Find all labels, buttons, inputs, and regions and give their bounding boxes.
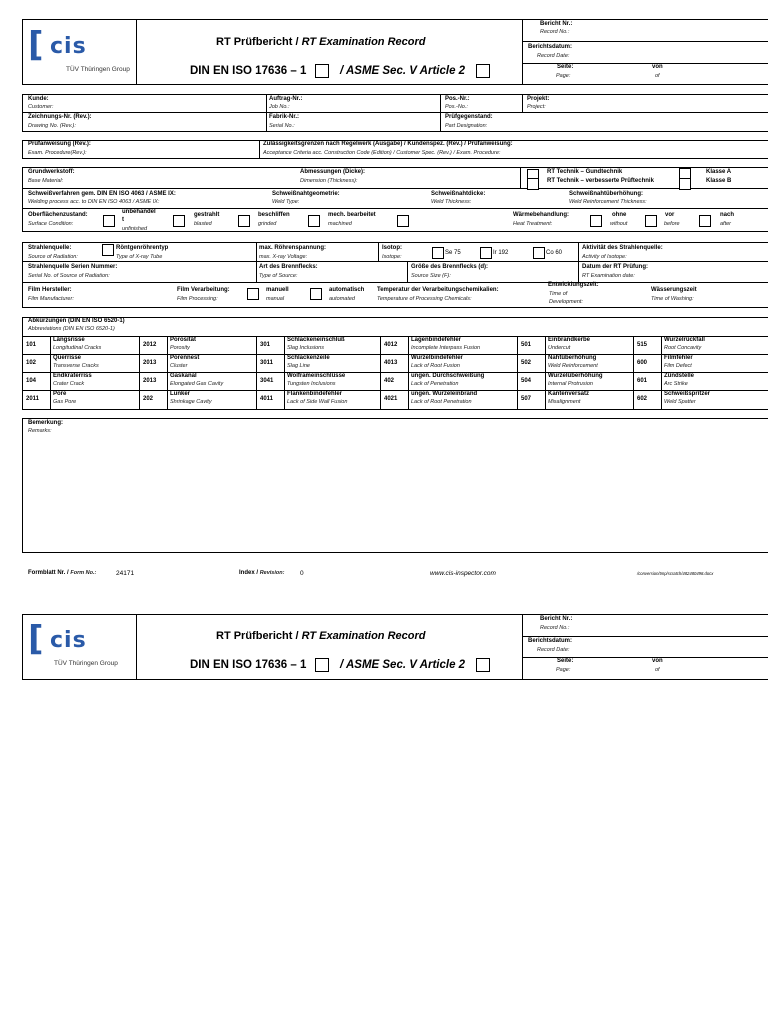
defect-code: 101 <box>26 342 37 348</box>
label-material-abm-de: Abmessungen (Dicke): <box>300 169 366 175</box>
label-header-record-date-en: Record Date: <box>537 53 570 59</box>
label-material-vor-en: before <box>664 221 680 227</box>
customer-block <box>22 94 768 132</box>
checkbox-grinded[interactable] <box>238 215 250 227</box>
divider <box>284 336 285 410</box>
defect-code: 4011 <box>260 396 274 402</box>
defect-code: 502 <box>521 360 532 366</box>
defect-name-de: Schlackenzeile <box>287 355 330 361</box>
defect-name-de: Wurzelrückfall <box>664 337 705 343</box>
defect-code: 4012 <box>384 342 398 348</box>
label-film-tv-de: Temperatur der Verarbeitungschemikalien: <box>377 287 499 293</box>
label-radiation-sq-en: Source of Radiation: <box>28 254 78 260</box>
divider <box>256 336 257 410</box>
defect-code: 504 <box>521 378 532 384</box>
defect-name-de: Einbrandkerbe <box>548 337 591 343</box>
form-number-value: 24171 <box>116 570 135 577</box>
label-film-aut-en: automated <box>329 296 355 302</box>
label-radiation-iso-de: Isotop: <box>382 245 402 251</box>
checkbox-din-2[interactable] <box>315 658 329 672</box>
defect-code: 2013 <box>143 378 157 384</box>
defect-name-de: Porosität <box>170 337 197 343</box>
defect-code: 4021 <box>384 396 398 402</box>
defect-name-de: Endkraterriss <box>53 373 92 379</box>
divider <box>259 140 260 159</box>
label-material-mech-en: machined <box>328 221 352 227</box>
label-film-tv-en: Temperature of Processing Chemicals: <box>377 296 472 302</box>
label-radiation-sq-de: Strahlenquelle: <box>28 245 72 251</box>
divider <box>661 336 662 410</box>
defect-name-de: Filmfehler <box>664 355 693 361</box>
label-radiation-bf-de: Art des Brennflecks: <box>259 264 318 270</box>
label-material-ohne-en: without <box>610 221 628 227</box>
label-customer-fabrik-de: Fabrik-Nr.: <box>269 114 300 120</box>
label-material-rt2: RT Technik – verbesserte Prüftechnik <box>547 178 654 184</box>
divider <box>256 242 257 282</box>
checkbox-blasted[interactable] <box>173 215 185 227</box>
label-material-nach-en: after <box>720 221 732 227</box>
label-material-of-de: Oberflächenzustand: <box>28 212 88 218</box>
label-customer-pruefgeg-en: Part Designation: <box>445 123 488 129</box>
divider <box>380 336 381 410</box>
label-material-su-de: Schweißnahtüberhöhung: <box>569 191 643 197</box>
label-radiation-akt-de: Aktivität des Strahlenquelle: <box>582 245 663 251</box>
divider <box>517 336 518 410</box>
defect-name-en: Cluster <box>170 363 188 369</box>
label-footer-path: /conversion/tmp/scratch/482480498.docx <box>637 571 714 576</box>
label-material-unb-en: unfinished <box>122 226 148 232</box>
defect-name-en: Crater Crack <box>53 381 85 387</box>
defect-code: 2013 <box>143 360 157 366</box>
label-radiation-rr-de: Röntgenröhrentyp <box>116 245 169 251</box>
defect-name-en: Arc Strike <box>664 381 688 387</box>
label-film-fh-de: Film Hersteller: <box>28 287 72 293</box>
label-footer-index-en: Revision: <box>259 570 285 576</box>
label-material-unb-de: unbehandel <box>122 209 156 215</box>
label-customer-projekt-de: Projekt: <box>527 96 550 102</box>
label-material-sch-en: grinded <box>258 221 277 227</box>
defect-name-de: Porennest <box>170 355 200 361</box>
label-header-page-en: Page: <box>556 73 571 79</box>
title-en: RT Examination Record <box>301 36 426 48</box>
label-material-sd-de: Schweißnahtdicke: <box>431 191 486 197</box>
label-radiation-mr-en: max. X-ray Voltage: <box>259 254 308 260</box>
defect-code: 2011 <box>26 396 40 402</box>
defect-name-en: Gas Pore <box>53 399 77 405</box>
defect-name-en: Internal Protrusion <box>548 381 593 387</box>
divider <box>22 261 768 262</box>
standard-asme: / ASME Sec. V Article 2 <box>340 65 466 77</box>
defect-code: 515 <box>637 342 648 348</box>
label-footer-form-label-en: Form No.: <box>70 570 97 576</box>
label-film-aut-de: automatisch <box>329 287 365 293</box>
label-material-wb-de: Wärmebehandlung: <box>513 212 570 218</box>
divider <box>408 336 409 410</box>
defect-name-de: Pore <box>53 391 67 397</box>
label-header-std1: DIN EN ISO 17636 – 1 <box>190 659 307 671</box>
defect-code: 402 <box>384 378 395 384</box>
divider <box>22 336 768 337</box>
label-film-man-en: manual <box>266 296 285 302</box>
label-header-logo-sub: TÜV Thüringen Group <box>54 660 118 667</box>
logo-brand-text: cis <box>50 34 87 59</box>
label-material-kb: Klasse B <box>706 178 732 184</box>
label-material-abm-en: Dimension (Thickness): <box>300 178 358 184</box>
label-header-title-en: RT Examination Record <box>301 630 426 642</box>
defect-name-de: Wolframeinschlüsse <box>287 373 346 379</box>
label-header-record-no-en: Record No.: <box>540 625 570 631</box>
label-customer-zeichnung-de: Zeichnungs-Nr. (Rev.): <box>28 114 92 120</box>
defect-name-en: Root Concavity <box>664 345 702 351</box>
label-radiation-ssn-en: Serial No. of Source of Radiation: <box>28 273 110 279</box>
label-header-record-no-de: Bericht Nr.: <box>540 616 573 622</box>
defect-name-de: Wurzelbindefehler <box>411 355 463 361</box>
divider <box>378 242 379 261</box>
label-material-sg-de: Schweißnahtgeometrie: <box>272 191 340 197</box>
label-film-wz-en: Time of Washing: <box>651 296 694 302</box>
divider <box>520 167 521 188</box>
label-footer-index-de: Index / <box>239 570 259 576</box>
defect-name-en: Transverse Cracks <box>53 363 99 369</box>
label-customer-kunde-de: Kunde: <box>28 96 49 102</box>
checkbox-manual[interactable] <box>247 288 259 300</box>
label-material-sch-de: beschliffen <box>258 212 290 218</box>
label-header-page-de: Seite: <box>557 658 574 664</box>
label-film-fh-en: Film Manufacturer: <box>28 296 74 302</box>
label-radiation-gb-en: Source Size (F): <box>411 273 451 279</box>
label-radiation-bf-en: Type of Source: <box>259 273 298 279</box>
defect-name-de: Schweißspritzer <box>664 391 711 397</box>
divider <box>545 336 546 410</box>
checkbox-din[interactable] <box>315 64 329 78</box>
checkbox-se75[interactable] <box>432 247 444 259</box>
label-material-vor-de: vor <box>665 212 675 218</box>
divider <box>522 614 523 680</box>
label-material-ohne-de: ohne <box>612 212 627 218</box>
checkbox-automated[interactable] <box>310 288 322 300</box>
label-header-record-date-de: Berichtsdatum: <box>528 44 573 50</box>
defect-name-en: Longitudinal Cracks <box>53 345 102 351</box>
divider <box>522 19 523 85</box>
label-remarks-de: Bemerkung: <box>28 420 64 426</box>
label-material-of-en: Surface Condition: <box>28 221 74 227</box>
label-material-ges-en: blasted <box>194 221 212 227</box>
label-film-ez-de: Entwicklungszeit: <box>548 282 599 288</box>
label-film-wz-de: Wässerungszeit <box>651 287 697 293</box>
label-radiation-mr-de: max. Röhrenspannung: <box>259 245 327 251</box>
website-link[interactable]: www.cis-inspector.com <box>430 570 496 577</box>
divider <box>22 390 768 391</box>
label-radiation-dp-en: RT Examination date: <box>582 273 635 279</box>
divider <box>22 282 768 283</box>
label-customer-pruefgeg-de: Prüfgegenstand: <box>445 114 493 120</box>
defect-name-de: Gaskanal <box>170 373 197 379</box>
label-remarks-en: Remarks: <box>28 428 52 434</box>
label-header-of-de: von <box>652 658 663 664</box>
divider <box>522 94 523 112</box>
label-material-rt1: RT Technik – Gundtechnik <box>547 169 623 175</box>
defect-name-en: Lack of Root Fusion <box>411 363 460 369</box>
label-radiation-co: Co 60 <box>546 250 563 256</box>
defect-code: 202 <box>143 396 154 402</box>
label-header-record-date-en: Record Date: <box>537 647 570 653</box>
label-material-gw-de: Grundwerkstoff: <box>28 169 75 175</box>
defect-name-de: Flankenbindefehler <box>287 391 343 397</box>
defect-name-de: Schlackeneinschluß <box>287 337 345 343</box>
checkbox-machined-1[interactable] <box>308 215 320 227</box>
label-procedure-zul-de: Zulässigkeitsgrenzen nach Regelwerk (Ausgabe) / Kundenspez. (Rev.) / Prüfanweisung: <box>263 141 513 147</box>
checkbox-xray-tube[interactable] <box>102 244 114 256</box>
label-footer-index-val: 0 <box>300 570 304 577</box>
label-customer-zeichnung-en: Drawing No. (Rev.): <box>28 123 76 129</box>
defect-name-en: Weld Reinforcement <box>548 363 598 369</box>
label-material-unb-de2: t <box>122 217 124 223</box>
defect-name-en: Weld Spatter <box>664 399 696 405</box>
label-film-man-de: manuell <box>266 287 289 293</box>
defect-name-en: Incomplete Interpass Fusion <box>411 345 481 351</box>
label-procedure-zul-en: Acceptance Criteria acc. Construction Code (Edition) / Customer Spec. (Rev.) / Exam. Procedure: <box>263 150 501 156</box>
defect-name-de: Kantenversatz <box>548 391 590 397</box>
label-radiation-dp-de: Datum der RT Prüfung: <box>582 264 648 270</box>
label-material-gw-en: Base Material: <box>28 178 64 184</box>
company-logo-2: [ cis TÜV Thüringen Group <box>28 619 118 667</box>
divider <box>578 242 579 282</box>
defect-name-de: Lunker <box>170 391 191 397</box>
checkbox-asme-2[interactable] <box>476 658 490 672</box>
label-customer-pos-de: Pos.-Nr.: <box>445 96 470 102</box>
defect-name-en: Misalignment <box>548 399 581 405</box>
label-header-title-sep: / <box>295 36 299 48</box>
defect-code: 301 <box>260 342 271 348</box>
label-film-fv-de: Film Verarbeitung: <box>177 287 230 293</box>
defect-name-de: Längsrisse <box>53 337 85 343</box>
label-film-ez-en1: Time of <box>549 291 568 297</box>
divider <box>136 19 137 85</box>
label-radiation-ssn-de: Strahlenquelle Serien Nummer: <box>28 264 118 270</box>
defect-name-en: Lack of Side Wall Fusion <box>287 399 348 405</box>
form-number <box>28 570 96 577</box>
label-material-ges-de: gestrahlt <box>194 212 220 218</box>
defect-code: 501 <box>521 342 532 348</box>
label-customer-pos-en: Pos.-No.: <box>445 104 468 110</box>
defect-code: 4013 <box>384 360 398 366</box>
company-logo: [ cis TÜV Thüringen Group <box>28 25 130 73</box>
label-customer-projekt-en: Project: <box>527 104 546 110</box>
checkbox-co60[interactable] <box>533 247 545 259</box>
checkbox-ir192[interactable] <box>480 247 492 259</box>
defect-code: 600 <box>637 360 648 366</box>
standard-din: DIN EN ISO 17636 – 1 <box>190 65 307 77</box>
label-header-of-de: von <box>652 64 663 70</box>
defect-name-en: Tungsten Inclusions <box>287 381 336 387</box>
divider <box>440 94 441 132</box>
checkbox-class-b[interactable] <box>679 178 691 190</box>
divider <box>22 112 768 113</box>
checkbox-before[interactable] <box>645 215 657 227</box>
label-customer-fabrik-en: Serial No.: <box>269 123 295 129</box>
label-material-su-en: Weld Reinforcement Thickness: <box>569 199 647 205</box>
defect-name-en: Undercut <box>548 345 571 351</box>
title-de: RT Prüfbericht <box>216 36 293 48</box>
defect-code: 104 <box>26 378 37 384</box>
label-abbrev-title-en: Abbreviations (DIN EN ISO 6520-1) <box>28 326 115 332</box>
label-radiation-gb-de: Größe des Brennflecks (d): <box>411 264 489 270</box>
label-header-of-en: of <box>655 667 660 673</box>
label-footer-form-label-de: Formblatt Nr. / <box>28 570 69 576</box>
defect-name-de: Wurzelüberhöhung <box>548 373 603 379</box>
label-material-sv-de: Schweißverfahren gem. DIN EN ISO 4063 / ASME IX: <box>28 191 176 197</box>
label-header-page-en: Page: <box>556 667 571 673</box>
defect-code: 507 <box>521 396 532 402</box>
divider <box>522 41 768 42</box>
label-header-of-en: of <box>655 73 660 79</box>
defect-name-en: Slag Line <box>287 363 310 369</box>
checkbox-machined-2[interactable] <box>397 215 409 227</box>
defect-name-en: Slag Inclusions <box>287 345 324 351</box>
divider <box>22 372 768 373</box>
label-header-record-no-en: Record No.: <box>540 29 570 35</box>
divider <box>266 94 267 132</box>
label-film-ez-en2: Development: <box>549 299 583 305</box>
defect-name-en: Lack of Penetration <box>411 381 459 387</box>
label-procedure-pa-en: Exam. Procedure(Rev.): <box>28 150 87 156</box>
defect-name-de: Querrisse <box>53 355 82 361</box>
label-customer-kunde-en: Customer: <box>28 104 54 110</box>
checkbox-rt-improved[interactable] <box>527 178 539 190</box>
defect-name-de: Nahtüberhöhung <box>548 355 597 361</box>
label-header-record-date-de: Berichtsdatum: <box>528 638 573 644</box>
defect-code: 601 <box>637 378 648 384</box>
label-header-title-sep: / <box>295 630 299 642</box>
label-film-fv-en: Film Processing: <box>177 296 218 302</box>
defect-name-de: Zündstelle <box>664 373 695 379</box>
label-abbrev-title-de: Abkürzungen (DIN EN ISO 6520-1) <box>28 318 125 324</box>
defect-code: 602 <box>637 396 648 402</box>
divider <box>407 261 408 282</box>
checkbox-without[interactable] <box>590 215 602 227</box>
label-header-std2: / ASME Sec. V Article 2 <box>340 659 466 671</box>
label-radiation-rr-en: Type of X-ray Tube <box>116 254 163 260</box>
label-radiation-ir: Ir 192 <box>493 250 509 256</box>
defect-code: 2012 <box>143 342 157 348</box>
label-radiation-iso-en: Isotope: <box>382 254 402 260</box>
logo-subtitle: TÜV Thüringen Group <box>66 66 130 73</box>
label-procedure-pa-de: Prüfanweisung (Rev.): <box>28 141 91 147</box>
defect-name-en: Porosity <box>170 345 190 351</box>
label-radiation-se: Se 75 <box>445 250 461 256</box>
defect-name-de: ungen. Durchschweißung <box>411 373 485 379</box>
checkbox-unfinished[interactable] <box>103 215 115 227</box>
label-material-ka: Klasse A <box>706 169 732 175</box>
defect-code: 102 <box>26 360 37 366</box>
label-customer-auftrag-de: Auftrag-Nr.: <box>269 96 303 102</box>
label-material-mech-de: mech. bearbeitet <box>328 212 376 218</box>
remarks-box[interactable] <box>22 418 768 553</box>
defect-name-de: Lagenbindefehler <box>411 337 462 343</box>
checkbox-asme[interactable] <box>476 64 490 78</box>
defect-code: 3041 <box>260 378 274 384</box>
defect-name-en: Film Defect <box>664 363 692 369</box>
defect-name-en: Lack of Root Penetration <box>411 399 472 405</box>
divider <box>633 336 634 410</box>
label-customer-auftrag-en: Job No.: <box>269 104 290 110</box>
label-material-sd-en: Weld Thickness: <box>431 199 472 205</box>
divider <box>22 188 768 189</box>
revision-index <box>239 570 284 577</box>
label-radiation-akt-en: Activity of Isotope: <box>582 254 627 260</box>
divider <box>167 336 168 410</box>
defect-code: 3011 <box>260 360 274 366</box>
label-material-wb-en: Heat Treatment: <box>513 221 553 227</box>
divider <box>139 336 140 410</box>
label-header-title-de: RT Prüfbericht <box>216 630 293 642</box>
defect-name-en: Elongated Gas Cavity <box>170 381 224 387</box>
label-material-sv-en: Welding process acc. to DIN EN ISO 4063 / ASME IX: <box>28 199 160 205</box>
label-header-record-no-de: Bericht Nr.: <box>540 21 573 27</box>
divider <box>522 636 768 637</box>
label-header-logo-brand: cis <box>50 628 87 653</box>
label-material-nach-de: nach <box>720 212 735 218</box>
divider <box>136 614 137 680</box>
checkbox-after[interactable] <box>699 215 711 227</box>
divider <box>22 354 768 355</box>
label-material-sg-en: Weld Type: <box>272 199 300 205</box>
divider <box>50 336 51 410</box>
label-header-page-de: Seite: <box>557 64 574 70</box>
defect-name-de: ungen. Wurzeleinbrand <box>411 391 478 397</box>
defect-name-en: Shrinkage Cavity <box>170 399 212 405</box>
